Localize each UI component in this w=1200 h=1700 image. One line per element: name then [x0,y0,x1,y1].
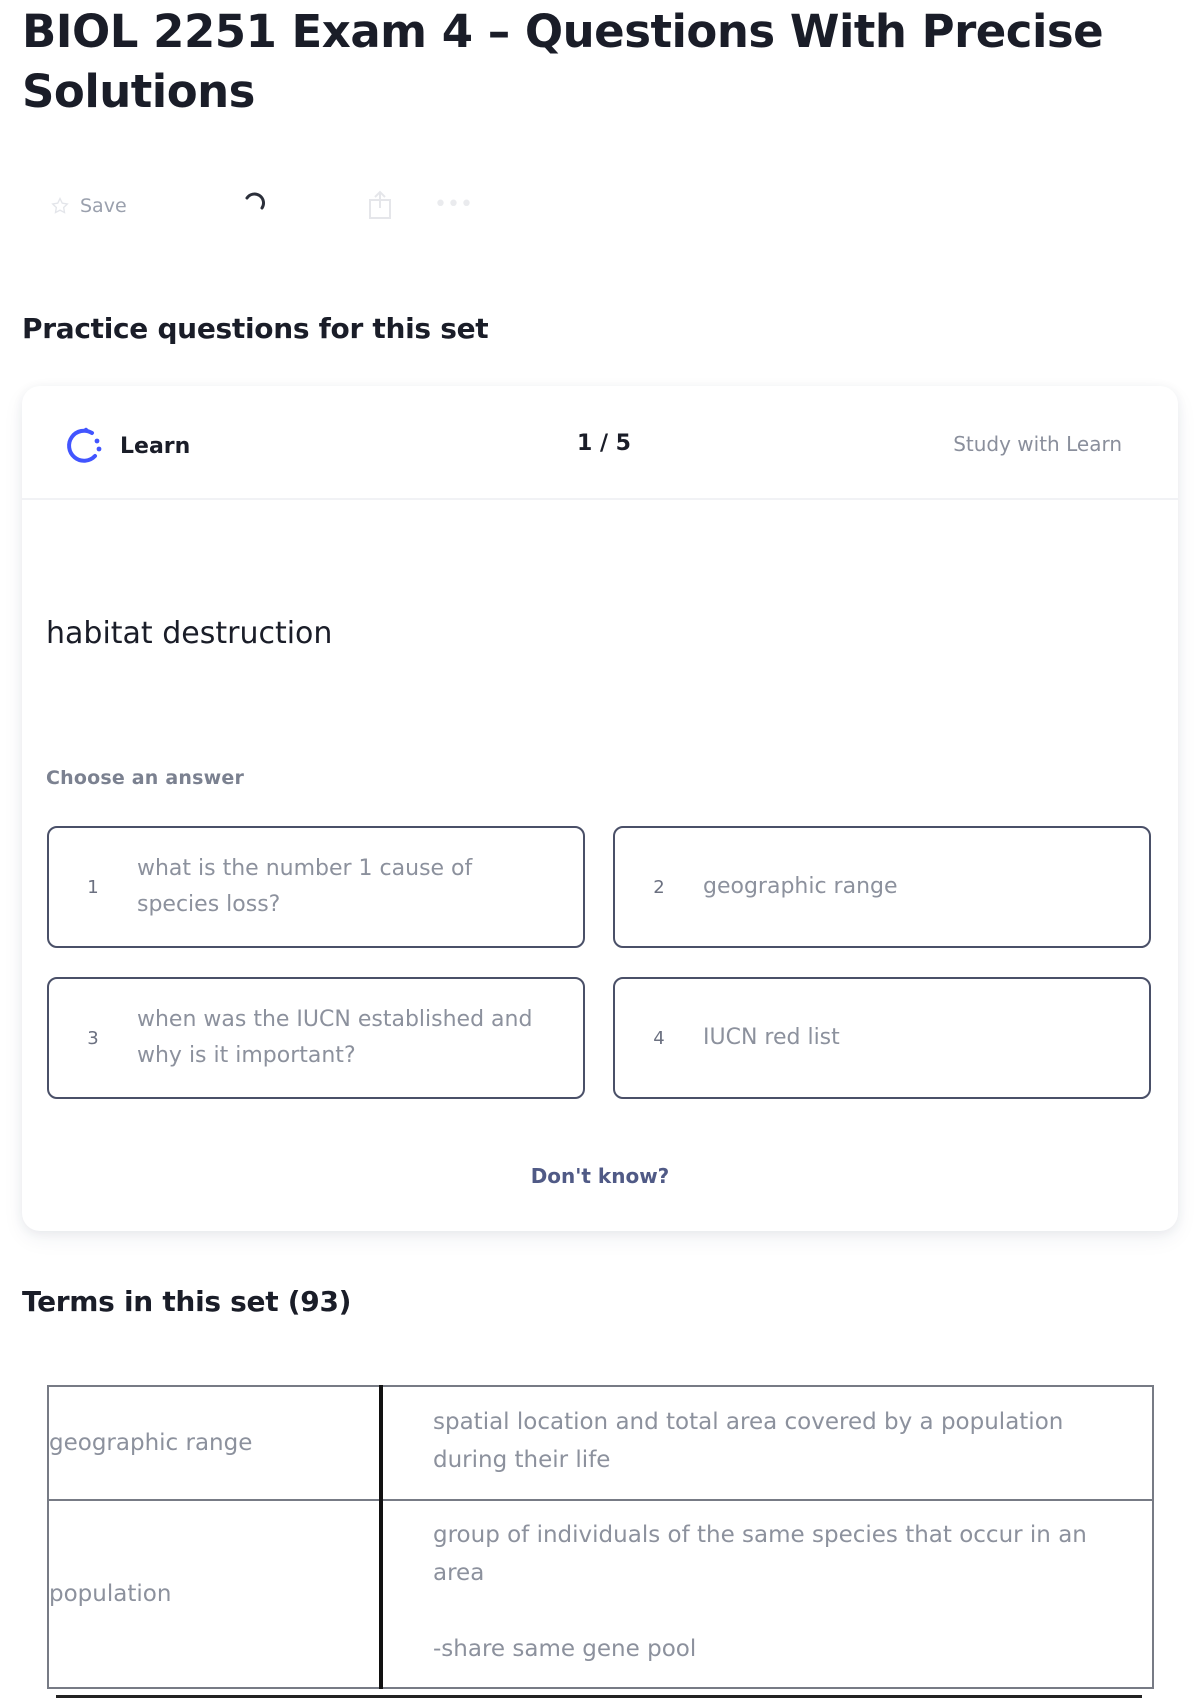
answer-option-3[interactable] [47,977,585,1099]
share-icon[interactable] [366,190,394,220]
answer-option-1[interactable] [47,826,585,948]
option-text: when was the IUCN established and why is it important? [137,1007,533,1068]
practice-heading: Practice questions for this set [22,312,489,345]
option-number: 3 [87,1027,99,1049]
question-prompt: habitat destruction [46,616,333,651]
learn-mode-label [62,424,190,468]
learn-icon [62,424,106,468]
dont-know-button[interactable]: Don't know? [530,1164,670,1188]
table-row [48,1386,1153,1500]
term-cell: population [48,1500,381,1688]
option-number: 2 [653,876,665,898]
definition-spacer [433,1592,1112,1630]
progress-counter: 1 / 5 [577,431,631,456]
star-icon [50,196,70,216]
save-label: Save [80,195,127,217]
option-text: what is the number 1 cause of species loss? [137,856,473,917]
definition-text: spatial location and total area covered by a population during their life [433,1409,1064,1473]
term-cell: geographic range [48,1386,381,1500]
card-header [22,386,1178,500]
terms-heading: Terms in this set (93) [22,1285,352,1318]
choose-answer-label: Choose an answer [46,767,245,789]
page-title: BIOL 2251 Exam 4 – Questions With Precise Solutions [22,5,1104,118]
save-button[interactable] [50,188,160,224]
answer-option-4[interactable] [613,977,1151,1099]
definition-cell [381,1500,1153,1688]
terms-table [47,1385,1154,1689]
option-text: IUCN red list [703,1025,840,1050]
definition-cell [381,1386,1153,1500]
option-number: 1 [87,876,99,898]
learn-card [22,386,1178,1231]
definition-text: -share same gene pool [433,1636,697,1662]
more-icon[interactable]: ••• [434,192,473,217]
definition-text: group of individuals of the same species that occur in an area [433,1522,1087,1586]
divider [56,1695,1142,1698]
option-text: geographic range [703,874,898,899]
answer-option-2[interactable] [613,826,1151,948]
study-with-learn-link[interactable]: Study with Learn [953,432,1122,456]
table-row [48,1500,1153,1688]
learn-text: Learn [120,433,191,459]
option-number: 4 [653,1027,665,1049]
spinner-icon [242,192,268,218]
